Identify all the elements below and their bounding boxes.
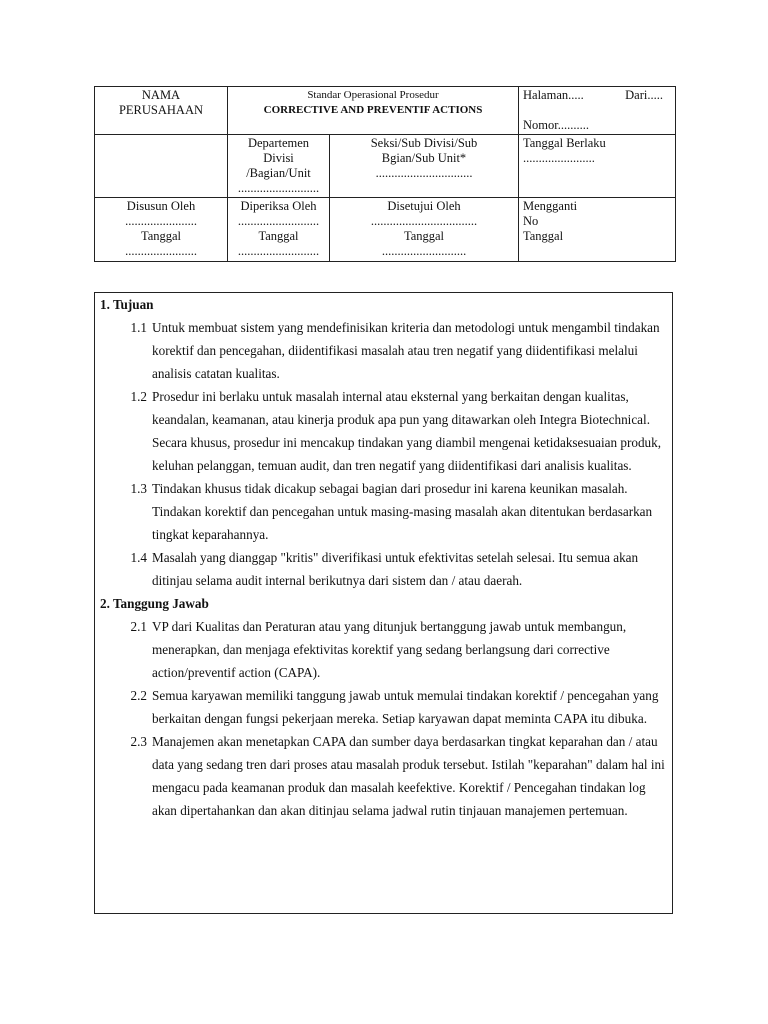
dept-line2: Divisi bbox=[263, 151, 294, 165]
diperiksa-label: Diperiksa Oleh bbox=[240, 199, 317, 213]
item-number: 1.1 bbox=[130, 320, 147, 335]
list-item bbox=[100, 546, 666, 592]
dept-dots: .......................... bbox=[237, 181, 320, 195]
dari-label: Dari..... bbox=[625, 88, 663, 102]
disetujui-label: Disetujui Oleh bbox=[387, 199, 461, 213]
diperiksa-tanggal-label: Tanggal bbox=[258, 229, 299, 243]
sop-header-table bbox=[94, 86, 676, 262]
item-text: Manajemen akan menetapkan CAPA dan sumber daya berdasarkan tingkat keparahan dan / atau data yang sedang tren dari proses atau masalah produk tersebut. Istilah "keparahan" dalam hal ini mengacu pada keamanan produk dan masalah keefektive. Korektif / Pencegahan tindakan log akan dipertahankan dan akan ditinjau selama jadwal rutin tinjauan manajemen pertemuan. bbox=[152, 734, 665, 818]
empty-cell bbox=[95, 135, 228, 198]
item-number: 2.2 bbox=[130, 688, 147, 703]
item-text: Semua karyawan memiliki tanggung jawab untuk memulai tindakan korektif / pencegahan yang berkaitan dengan fungsi pekerjaan mereka. Setiap karyawan dapat meminta CAPA itu dibuka. bbox=[152, 688, 659, 726]
item-text: VP dari Kualitas dan Peraturan atau yang ditunjuk bertanggung jawab untuk membangun, menerapkan, dan menjaga efektivitas korektif yang sedang berlangsung dari corrective action/preventif action (CAPA). bbox=[152, 619, 627, 680]
item-number: 1.3 bbox=[130, 481, 147, 496]
sop-title: Standar Operasional Prosedur bbox=[307, 89, 439, 101]
disetujui-tanggal-dots: ........................... bbox=[381, 244, 467, 258]
item-text: Prosedur ini berlaku untuk masalah internal atau eksternal yang berkaitan dengan kualitas, keandalan, keamanan, atau kinerja produk apa pun yang ditawarkan oleh Integra Biotechnical. Secara khusus, prosedur ini mencakup tindakan yang diambil mengenai ketidaksesuaian produk, keluhan pelanggan, temuan audit, dan tren negatif yang diidentifikasi dari analisis kualitas. bbox=[152, 389, 662, 473]
mengganti-label: Mengganti bbox=[523, 199, 578, 213]
section-title: 1. Tujuan bbox=[100, 297, 154, 312]
disusun-label: Disusun Oleh bbox=[126, 199, 196, 213]
list-item bbox=[100, 684, 666, 730]
approved-by-cell bbox=[330, 198, 519, 262]
disetujui-tanggal-label: Tanggal bbox=[403, 229, 445, 243]
procedure-content bbox=[94, 292, 673, 914]
list-item bbox=[100, 730, 666, 822]
checked-by-cell bbox=[228, 198, 330, 262]
disusun-dots: ....................... bbox=[125, 214, 197, 228]
dept-line1: Departemen bbox=[247, 136, 310, 150]
company-name-line1: NAMA bbox=[141, 88, 181, 102]
disusun-tanggal-dots: ....................... bbox=[125, 244, 197, 258]
item-number: 1.2 bbox=[130, 389, 147, 404]
list-item bbox=[100, 477, 666, 546]
section-title: 2. Tanggung Jawab bbox=[100, 596, 209, 611]
diperiksa-dots: .......................... bbox=[237, 214, 320, 228]
disetujui-dots: .................................. bbox=[370, 214, 478, 228]
company-name-cell bbox=[95, 87, 228, 135]
seksi-dots: ............................... bbox=[375, 166, 473, 180]
item-number: 2.1 bbox=[130, 619, 147, 634]
disusun-tanggal-label: Tanggal bbox=[140, 229, 182, 243]
company-name-line2: PERUSAHAAN bbox=[118, 103, 204, 117]
tanggal-label: Tanggal bbox=[523, 229, 564, 243]
item-number: 2.3 bbox=[130, 734, 147, 749]
seksi-line2: Bgian/Sub Unit* bbox=[381, 151, 467, 165]
no-label: No bbox=[523, 214, 539, 228]
prepared-by-cell bbox=[95, 198, 228, 262]
nomor-label: Nomor.......... bbox=[523, 118, 589, 132]
department-cell bbox=[228, 135, 330, 198]
page-number-cell bbox=[519, 87, 676, 135]
halaman-label: Halaman..... bbox=[523, 88, 584, 102]
list-item bbox=[100, 316, 666, 385]
replaces-cell bbox=[519, 198, 676, 262]
item-text: Masalah yang dianggap "kritis" diverifikasi untuk efektivitas setelah selesai. Itu semua akan ditinjau selama audit internal berikutnya dari sistem dan / atau daerah. bbox=[152, 550, 639, 588]
sop-title-cell bbox=[228, 87, 519, 135]
tanggal-berlaku-label: Tanggal Berlaku bbox=[523, 136, 606, 150]
item-text: Tindakan khusus tidak dicakup sebagai bagian dari prosedur ini karena keunikan masalah. Tindakan korektif dan pencegahan untuk masing-masing masalah akan ditentukan berdasarkan tingkat keparahannya. bbox=[152, 481, 653, 542]
dept-line3: /Bagian/Unit bbox=[246, 166, 311, 180]
sop-subtitle: CORRECTIVE AND PREVENTIF ACTIONS bbox=[263, 104, 483, 116]
effective-date-cell bbox=[519, 135, 676, 198]
list-item bbox=[100, 385, 666, 477]
list-item bbox=[100, 615, 666, 684]
diperiksa-tanggal-dots: .......................... bbox=[237, 244, 320, 258]
item-number: 1.4 bbox=[130, 550, 147, 565]
section-cell bbox=[330, 135, 519, 198]
seksi-line1: Seksi/Sub Divisi/Sub bbox=[370, 136, 478, 150]
tanggal-berlaku-dots: ....................... bbox=[523, 151, 595, 165]
item-text: Untuk membuat sistem yang mendefinisikan kriteria dan metodologi untuk mengambil tindakan korektif dan pencegahan, diidentifikasi masalah atau tren negatif yang diidentifikasi melalui analisis catatan kualitas. bbox=[152, 320, 660, 381]
